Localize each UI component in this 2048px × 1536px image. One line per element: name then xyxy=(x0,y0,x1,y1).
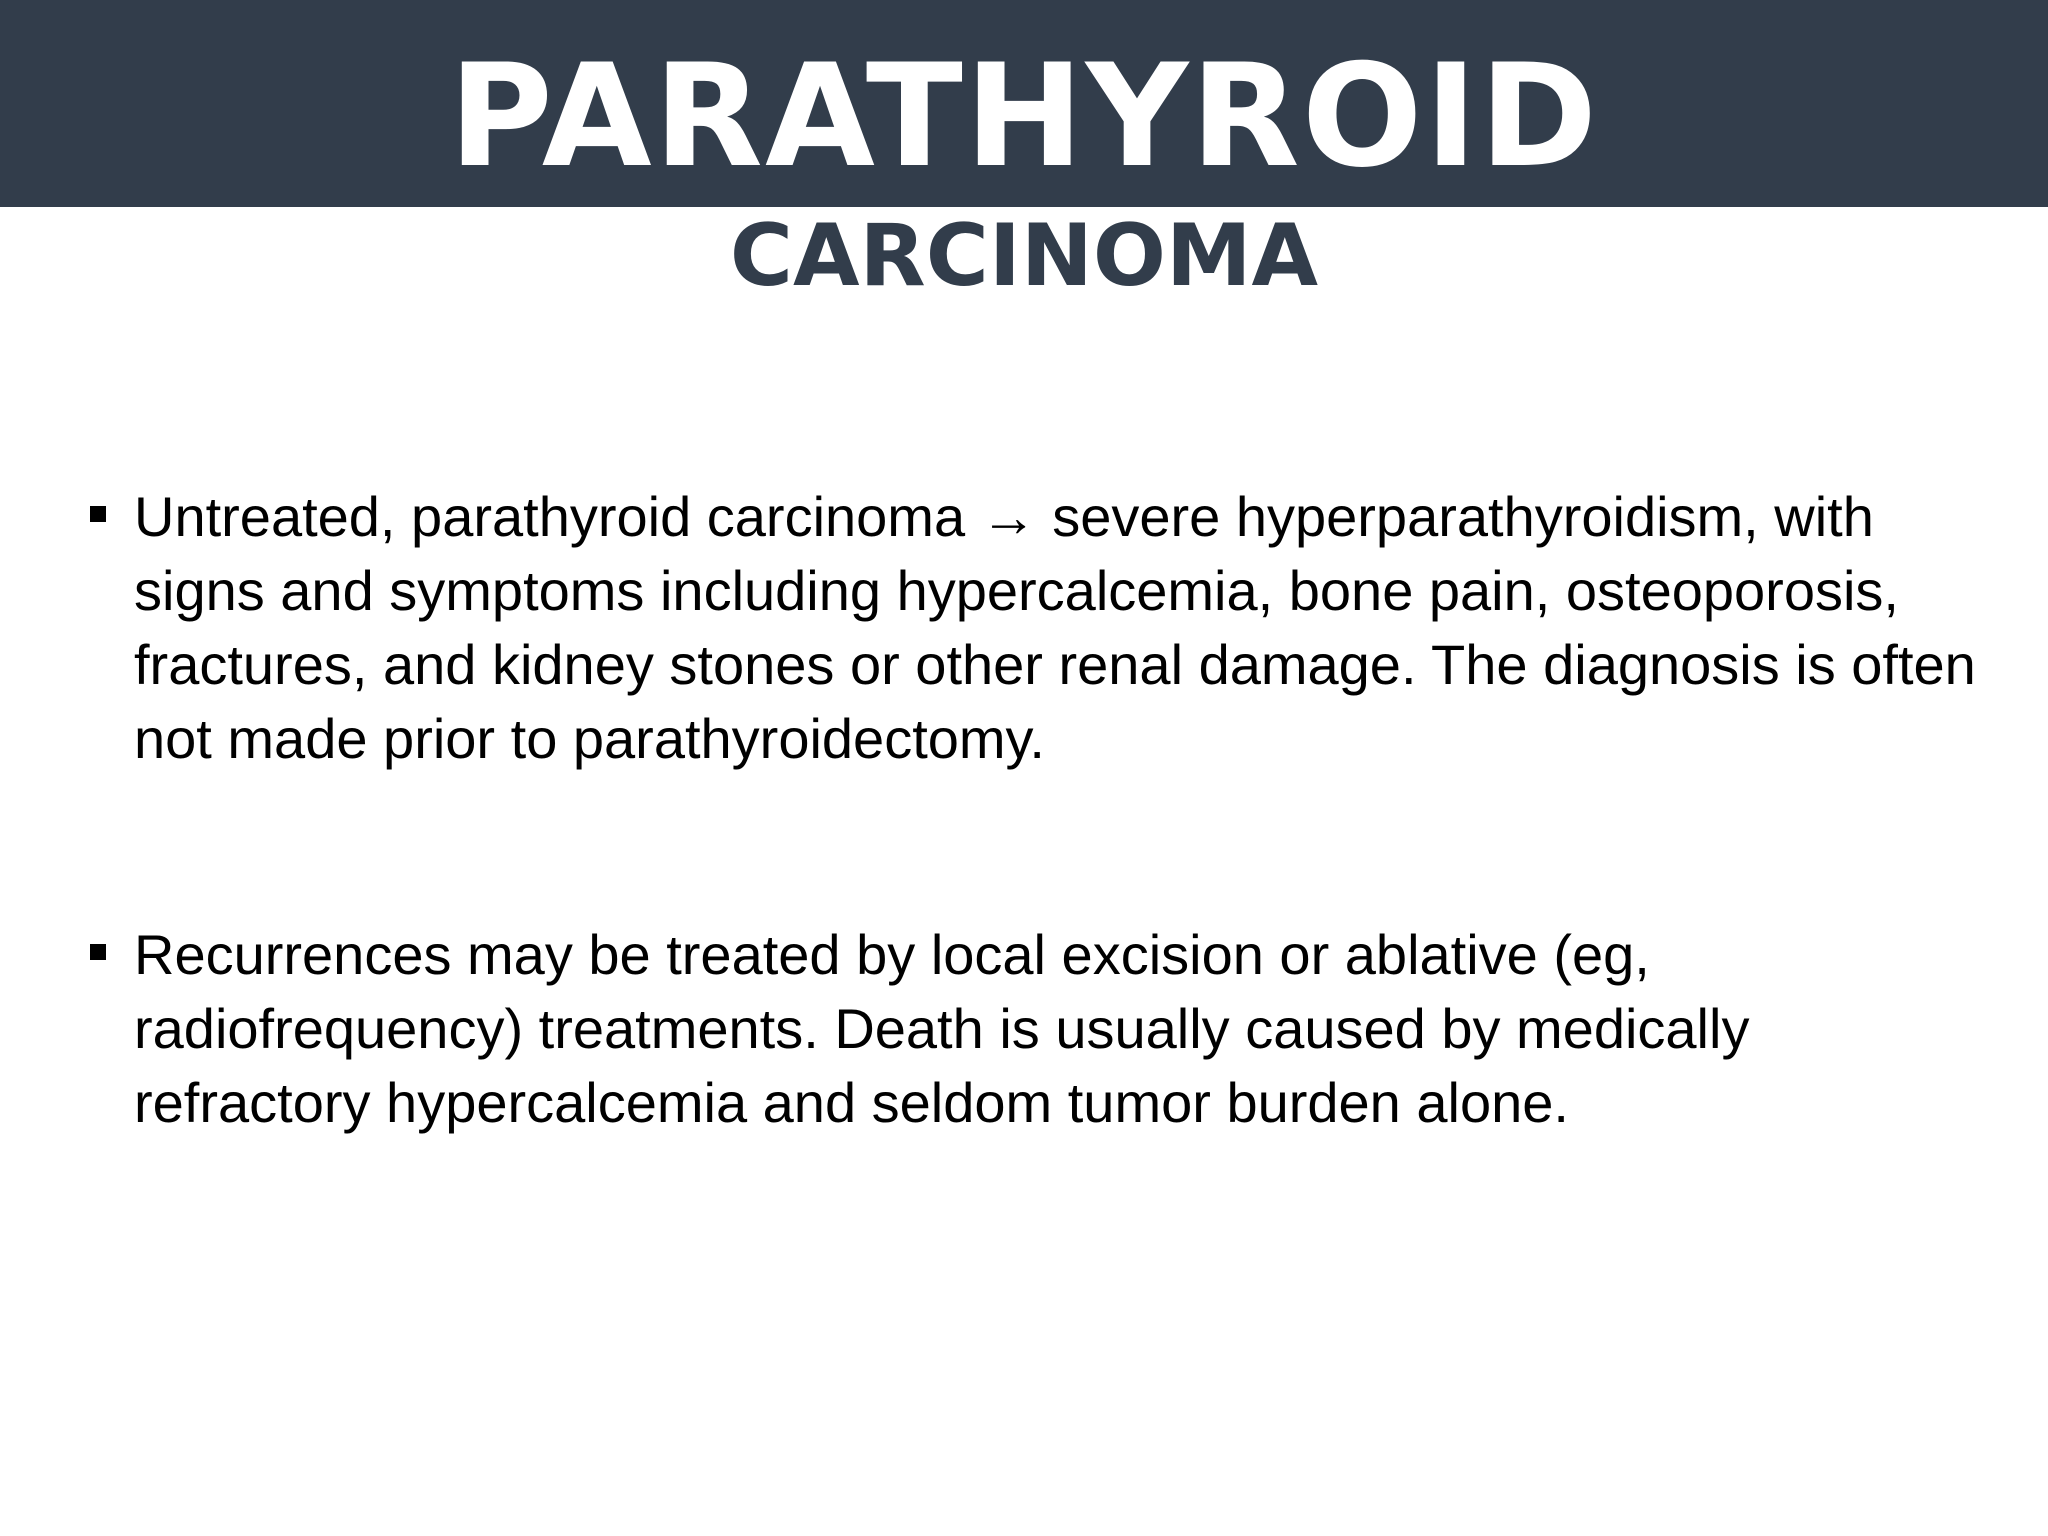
bullet-item xyxy=(84,918,1994,1140)
bullet-text: Recurrences may be treated by local excision or ablative (eg, radiofrequency) treatments. Death is usually caused by medically refractory hypercalcemia and seldom tumor burden alone. xyxy=(134,923,1750,1134)
square-bullet-icon xyxy=(90,506,106,522)
bullet-text: Untreated, parathyroid carcinoma → severe hyperparathyroidism, with signs and symptoms including hypercalcemia, bone pain, osteoporosis, fractures, and kidney stones or other renal damage. The diagnosis is often not made prior to parathyroidectomy. xyxy=(134,485,1976,770)
bullet-item xyxy=(84,480,1994,776)
bullet-list xyxy=(84,480,1994,1282)
slide-subtitle: CARCINOMA xyxy=(729,206,1319,306)
square-bullet-icon xyxy=(90,944,106,960)
slide-title: PARATHYROID xyxy=(448,34,1600,199)
